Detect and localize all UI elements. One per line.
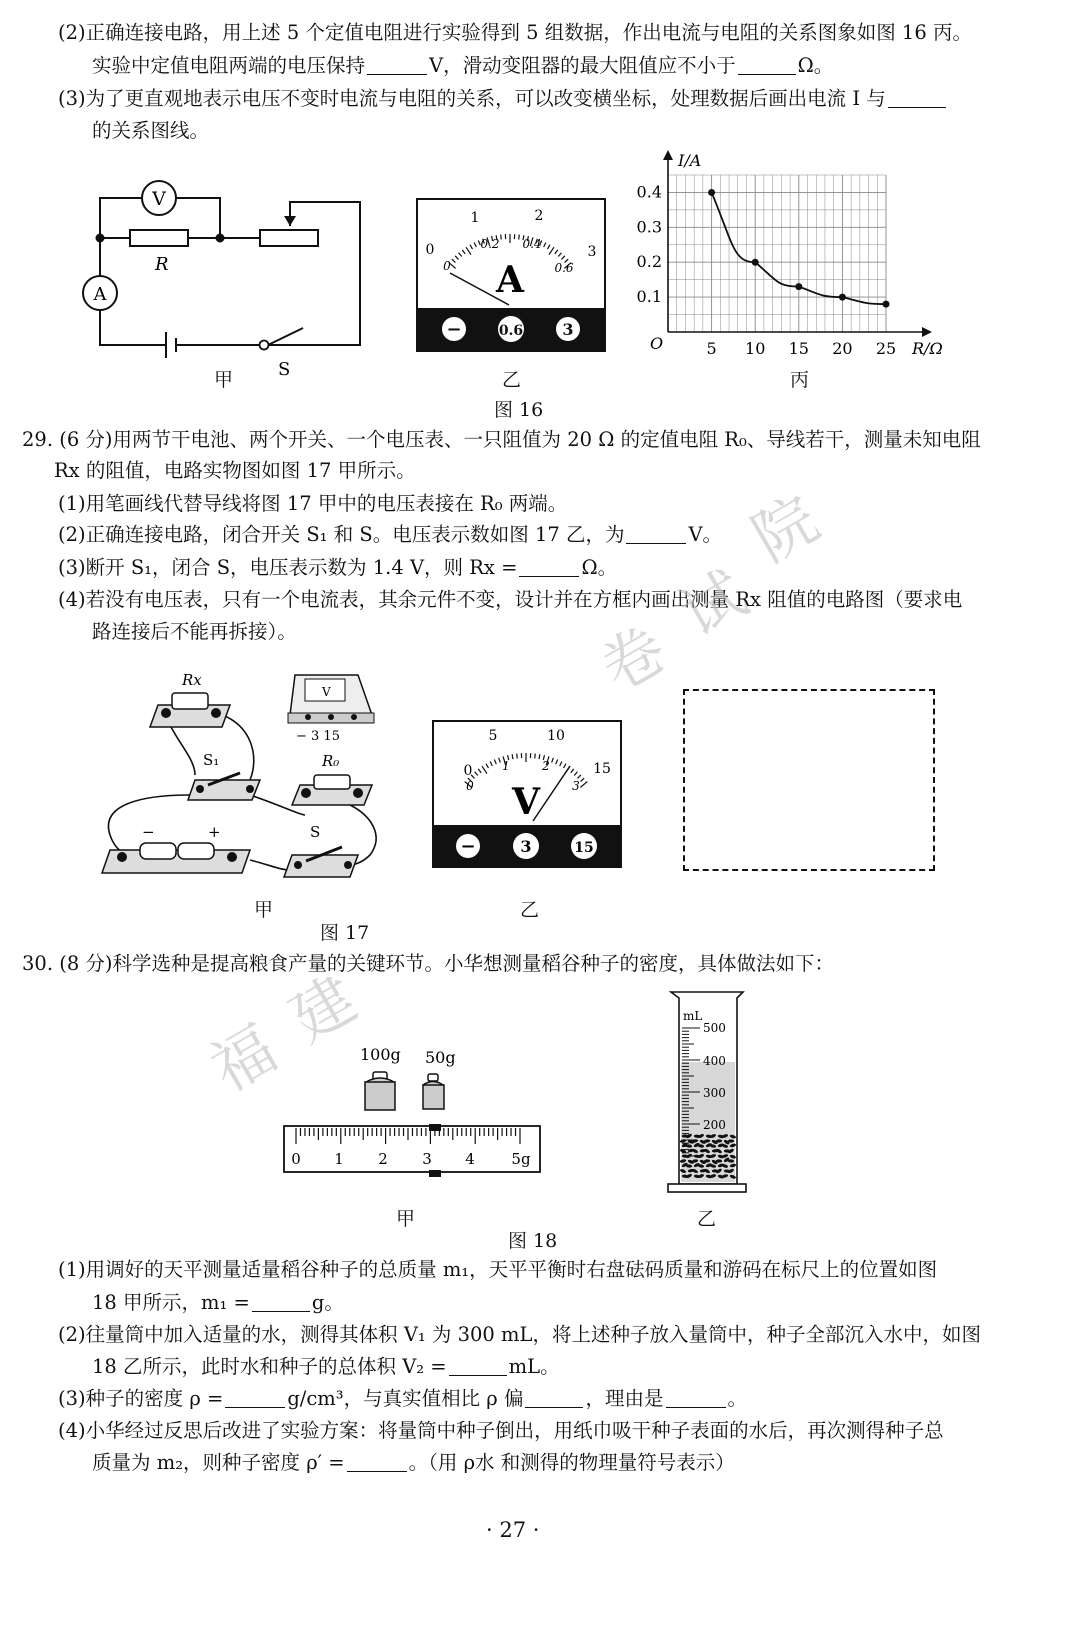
q29-line2: Rx 的阻值，电路实物图如图 17 甲所示。 <box>54 459 416 482</box>
watermark-char: 院 <box>740 481 831 576</box>
q30-part1-text: 18 甲所示，m₁ = <box>92 1291 250 1314</box>
fig16-jia-label: 甲 <box>214 369 234 391</box>
q30-part1-line1: (1)用调好的天平测量适量稻谷种子的总质量 m₁，天平平衡时右盘砝码质量和游码在标尺上的位置如图 <box>58 1258 938 1281</box>
fig18-caption: 图 18 <box>508 1230 558 1252</box>
fig16-ammeter <box>414 196 608 354</box>
answer-blank[interactable] <box>449 1355 507 1376</box>
chart-ytick-label: 0.4 <box>636 182 662 202</box>
q29-line1: 29. (6 分)用两节干电池、两个开关、一个电压表、一只阻值为 20 Ω 的定值电阻 R₀、导线若干，测量未知电阻 <box>22 428 981 451</box>
q29-part4-line2: 路连接后不能再拆接）。 <box>92 620 297 643</box>
scale-bottom-label: 2 <box>542 759 550 773</box>
fig16-bing-label: 丙 <box>790 369 810 391</box>
q30-part2-line2 <box>92 1352 560 1382</box>
weight-100g-label: 100g <box>360 1045 401 1064</box>
q30-part4-line2 <box>92 1448 735 1478</box>
q29-part3-text: (3)断开 S₁，闭合 S，电压表示数为 1.4 V，则 Rx = <box>58 556 518 579</box>
answer-blank[interactable] <box>225 1387 285 1408</box>
rider-bottom <box>429 1170 441 1177</box>
cylinder-unit: mL <box>683 1009 703 1023</box>
s-switch <box>284 847 358 877</box>
fig17-yi-label: 乙 <box>520 899 540 921</box>
answer-blank[interactable] <box>525 1387 583 1408</box>
q30-part4-text-a: 质量为 m₂，则种子密度 ρ′ = <box>92 1451 345 1474</box>
answer-blank[interactable] <box>519 556 579 577</box>
chart-xlabel: R/Ω <box>912 339 943 358</box>
terminal-15: 15 <box>574 840 594 856</box>
fig17-jia-label: 甲 <box>254 899 274 921</box>
scale-bottom-label: 0.2 <box>480 237 500 251</box>
q30-part3-text-d: 。 <box>727 1387 748 1410</box>
battery-holder <box>102 843 250 873</box>
scale-top-label: 0 <box>463 763 473 779</box>
battery-plus: + <box>208 823 221 841</box>
chart-point <box>795 283 802 290</box>
q30-part4-text-b: 。（用 ρ水 和测得的物理量符号表示） <box>408 1451 735 1474</box>
q28-part3-line2: 的关系图线。 <box>92 119 210 142</box>
chart-xtick-label: 25 <box>875 339 897 358</box>
answer-blank[interactable] <box>738 54 796 75</box>
q29-part4-line1: (4)若没有电压表，只有一个电流表，其余元件不变，设计并在方框内画出测量 Rx 阻值的电路图（要求电 <box>58 588 963 611</box>
watermark-char: 试 <box>668 556 759 651</box>
scale-bottom-label: 0 <box>466 779 474 793</box>
q28-part3-line1 <box>58 84 948 114</box>
resistor-label: R <box>155 254 169 275</box>
s1-label: S₁ <box>203 751 220 769</box>
fig17-voltmeter <box>430 718 624 870</box>
scale-label: 2 <box>378 1150 388 1168</box>
s-label: S <box>310 823 321 841</box>
ammeter-unit: A <box>496 259 524 301</box>
q28-part2-line1: (2)正确连接电路，用上述 5 个定值电阻进行实验得到 5 组数据，作出电流与电阻的关系图象如图 16 丙。 <box>58 21 972 44</box>
chart-ytick-label: 0.2 <box>636 252 662 272</box>
answer-blank[interactable] <box>347 1451 407 1472</box>
rx-label: Rx <box>182 671 202 689</box>
q29-part3-unit: Ω。 <box>581 556 618 579</box>
fig17-caption: 图 17 <box>320 922 370 944</box>
scale-top-label: 2 <box>534 208 544 224</box>
scale-bottom-label: 3 <box>572 779 580 793</box>
scale-top-label: 1 <box>470 210 480 226</box>
r0-component <box>292 775 372 805</box>
s1-switch <box>188 773 260 800</box>
chart-point <box>839 294 846 301</box>
q30-line1: 30. (8 分)科学选种是提高粮食产量的关键环节。小华想测量稻谷种子的密度，具体做法如下： <box>22 952 835 975</box>
scale-top-label: 10 <box>547 728 565 744</box>
scale-top-label: 15 <box>593 761 611 777</box>
scale-label: 5g <box>511 1150 531 1168</box>
scale-label: 0 <box>291 1150 301 1168</box>
q28-part3-text: (3)为了更直观地表示电压不变时电流与电阻的关系，可以改变横坐标，处理数据后画出电流 I 与 <box>58 87 886 110</box>
voltmeter-unit: V <box>512 781 540 823</box>
fig17-physical-circuit <box>100 665 390 890</box>
terminal-3: 3 <box>520 837 532 856</box>
fig18-yi-label: 乙 <box>697 1208 717 1230</box>
fig18-balance <box>280 1040 545 1185</box>
q28-part2-text-c: Ω。 <box>797 54 834 77</box>
chart-xtick-label: 10 <box>745 339 766 358</box>
q29-part3 <box>58 553 617 583</box>
q30-part3-text-a: (3)种子的密度 ρ = <box>58 1387 224 1410</box>
chart-ylabel: I/A <box>678 151 702 170</box>
q28-part2-line2 <box>92 51 833 81</box>
weight-100g <box>365 1072 395 1110</box>
watermark-char: 建 <box>278 961 369 1056</box>
chart-xtick-label: 20 <box>832 339 853 358</box>
scale-top-label: 0 <box>425 242 435 258</box>
scale-bottom-label: 0 <box>443 259 451 273</box>
scale-label: 3 <box>422 1150 432 1168</box>
answer-blank[interactable] <box>252 1291 310 1312</box>
q28-part2-text-b: V，滑动变阻器的最大阻值应不小于 <box>429 54 736 77</box>
rider-top <box>429 1124 441 1131</box>
q29-part2-text: (2)正确连接电路，闭合开关 S₁ 和 S。电压表示数如图 17 乙，为 <box>58 523 625 546</box>
scale-bottom-label: 1 <box>502 759 510 773</box>
scale-top-label: 3 <box>587 244 597 260</box>
fig16-circuit <box>78 180 378 395</box>
q30-part3-text-c: ，理由是 <box>585 1387 664 1410</box>
answer-drawing-box[interactable] <box>683 689 935 871</box>
q30-part2-text: 18 乙所示，此时水和种子的总体积 V₂ = <box>92 1355 447 1378</box>
chart-point <box>708 189 715 196</box>
q29-part2-unit: V。 <box>688 523 723 546</box>
q29-part2 <box>58 520 722 550</box>
chart-x-arrow <box>922 327 932 337</box>
scale-bottom-label: 0.4 <box>522 237 542 251</box>
rx-component <box>150 693 230 727</box>
voltmeter-label: V <box>152 188 166 210</box>
scale-label: 4 <box>465 1150 475 1168</box>
q30-part2-unit: mL。 <box>508 1355 560 1378</box>
cylinder-label: 300 <box>703 1086 726 1100</box>
q30-part1-line2 <box>92 1288 344 1318</box>
chart-point <box>883 301 890 308</box>
fig16-chart <box>628 150 978 365</box>
weight-50g <box>423 1074 444 1109</box>
fig16-yi-label: 乙 <box>502 369 522 391</box>
q30-part3-text-b: g/cm³，与真实值相比 ρ 偏 <box>287 1387 524 1410</box>
weight-50g-label: 50g <box>425 1048 456 1067</box>
terminal-minus: − <box>446 319 462 340</box>
fig18-jia-label: 甲 <box>396 1208 416 1230</box>
terminal-06: 0.6 <box>498 323 524 339</box>
answer-blank[interactable] <box>666 1387 726 1408</box>
chart-xtick-label: 15 <box>788 339 809 358</box>
chart-ytick-label: 0.1 <box>636 287 662 307</box>
ammeter-label: A <box>93 284 107 305</box>
cylinder-label: 200 <box>703 1118 726 1132</box>
scale-label: 1 <box>334 1150 344 1168</box>
answer-blank[interactable] <box>888 87 946 108</box>
scale-top-label: 5 <box>488 728 498 744</box>
q30-part4-line1: (4)小华经过反思后改进了实验方案：将量筒中种子倒出，用纸巾吸干种子表面的水后，再次测得种子总 <box>58 1419 944 1442</box>
chart-ytick-label: 0.3 <box>636 217 662 237</box>
voltmeter-device <box>288 675 374 723</box>
chart-point <box>752 259 759 266</box>
watermark-char: 卷 <box>588 611 679 706</box>
chart-xtick-label: 5 <box>706 339 717 358</box>
page-number: · 27 · <box>486 1518 540 1542</box>
terminal-3: 3 <box>562 320 574 339</box>
watermark-char: 福 <box>198 1011 289 1106</box>
q30-part2-line1: (2)往量筒中加入适量的水，测得其体积 V₁ 为 300 mL，将上述种子放入量筒中，种子全部沉入水中，如图 <box>58 1323 981 1346</box>
voltmeter-device-unit: V <box>322 685 331 699</box>
answer-blank[interactable] <box>367 54 427 75</box>
cylinder-label: 500 <box>703 1021 726 1035</box>
battery-minus: − <box>142 823 155 841</box>
scale-bottom-label: 0.6 <box>554 261 574 275</box>
fig18-cylinder <box>665 988 750 1198</box>
r0-label: R₀ <box>322 752 340 770</box>
voltmeter-terminal-labels: − 3 15 <box>296 729 340 744</box>
q30-part1-unit: g。 <box>311 1291 344 1314</box>
chart-origin: O <box>650 334 664 353</box>
switch-label: S <box>278 359 291 380</box>
q30-part3 <box>58 1384 747 1414</box>
answer-blank[interactable] <box>626 523 686 544</box>
terminal-minus: − <box>460 836 476 857</box>
fig16-caption: 图 16 <box>494 399 544 421</box>
q28-part2-text-a: 实验中定值电阻两端的电压保持 <box>92 54 366 77</box>
q29-part1: (1)用笔画线代替导线将图 17 甲中的电压表接在 R₀ 两端。 <box>58 492 568 515</box>
cylinder-label: 400 <box>703 1054 726 1068</box>
chart-y-arrow <box>663 150 673 160</box>
